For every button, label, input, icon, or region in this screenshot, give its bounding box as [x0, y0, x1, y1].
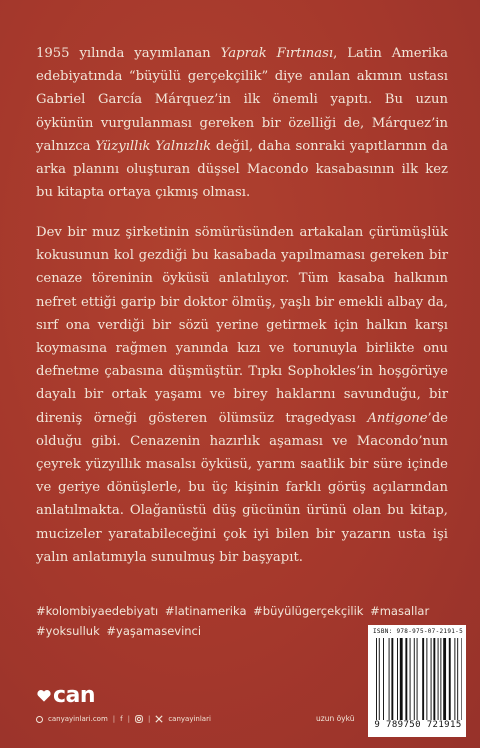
publisher-logo [36, 683, 95, 708]
isbn-barcode-box [368, 625, 466, 737]
isbn-digits: 9 789750 721915 [374, 720, 462, 730]
hashtag: #masallar [370, 604, 430, 618]
hashtag: #yaşamasevinci [106, 624, 202, 638]
heart-icon [36, 688, 52, 704]
text-run: , Latin Amerika edebiyatında “büyülü gerçekçilik” diye anılan akımın ustası Gabriel García Márquez’in ilk önemli yapıtı. Bu uzun öykünün vurgulanması gereken bir özelliği de, Márquez’in yalnızca [36, 46, 448, 154]
publisher-website: canyayinlari.com [48, 715, 108, 723]
book-title-yaprak-firtinasi: Yaprak Fırtınası [220, 46, 334, 61]
instagram-icon [135, 715, 143, 723]
hashtag: #kolombiyaedebiyatı [36, 604, 159, 618]
publisher-contact-line [36, 715, 211, 723]
x-icon [155, 715, 163, 723]
genre-label: uzun öykü [316, 714, 355, 723]
separator: | [112, 715, 116, 723]
description-paragraph-1 [36, 42, 448, 204]
isbn-label: ISBN: 978-975-07-2191-5 [373, 628, 463, 635]
facebook-icon: f [120, 715, 123, 723]
hashtag: #latinamerika [164, 604, 247, 618]
text-run: 1955 yılında yayımlanan [36, 46, 221, 61]
globe-icon [36, 716, 43, 723]
separator: | [147, 715, 151, 723]
text-run: ’de olduğu gibi. Cenazenin hazırlık aşaması ve Macondo’nun çeyrek yüzyıllık masalsı öyküsü, yarım saatlik bir süre içinde ve geriye dönüşlerle, bu üç kişinin farklı görüş açılarından anlatılmakta. Olağanüstü düş gücünün ürünü olan bu kitap, mucizeler yaratabileceğini çok iyi bilen bir yazarın usta işi yalın anlatımıyla sunulmuş bir başyapıt. [36, 410, 448, 565]
barcode [376, 638, 462, 720]
publisher-social-handle: canyayinlari [168, 715, 211, 723]
book-title-antigone: Antigone [367, 410, 428, 426]
text-run: Dev bir muz şirketinin sömürüsünden artakalan çürümüşlük kokusunun kol gezdiği bu kasabada yapılmaması gereken bir cenaze töreninin öyküsü anlatılıyor. Tüm kasaba halkının nefret ettiği garip bir doktor ölmüş, yaşlı bir emekli albay da, sırf ona verdiği bir sözü yerine getirmek için halkın karşı koymasına rağmen yanında kızı ve torunuyla birlikte onu defnetme çabasına düşmüştür. Tıpkı Sophokles’in hoşgörüye dayalı bir ortak yaşamı ve birey haklarını savunduğu, bir direniş örneği gösteren ölümsüz tragedyası [36, 225, 448, 426]
publisher-logo-text: can [53, 683, 96, 708]
book-title-yuzyillik-yalnizlik: Yüzyıllık Yalnızlık [95, 138, 212, 154]
hashtag: #yoksulluk [36, 624, 100, 638]
separator: | [127, 715, 130, 723]
hashtag: #büyülügerçekçilik [253, 604, 364, 618]
description-paragraph-2 [36, 221, 448, 569]
text-run: değil, daha sonraki yapıtlarının da arka planını oluşturan düşsel Macondo kasabasının ilk kez bu kitapta ortaya çıkmış olması. [36, 138, 448, 201]
